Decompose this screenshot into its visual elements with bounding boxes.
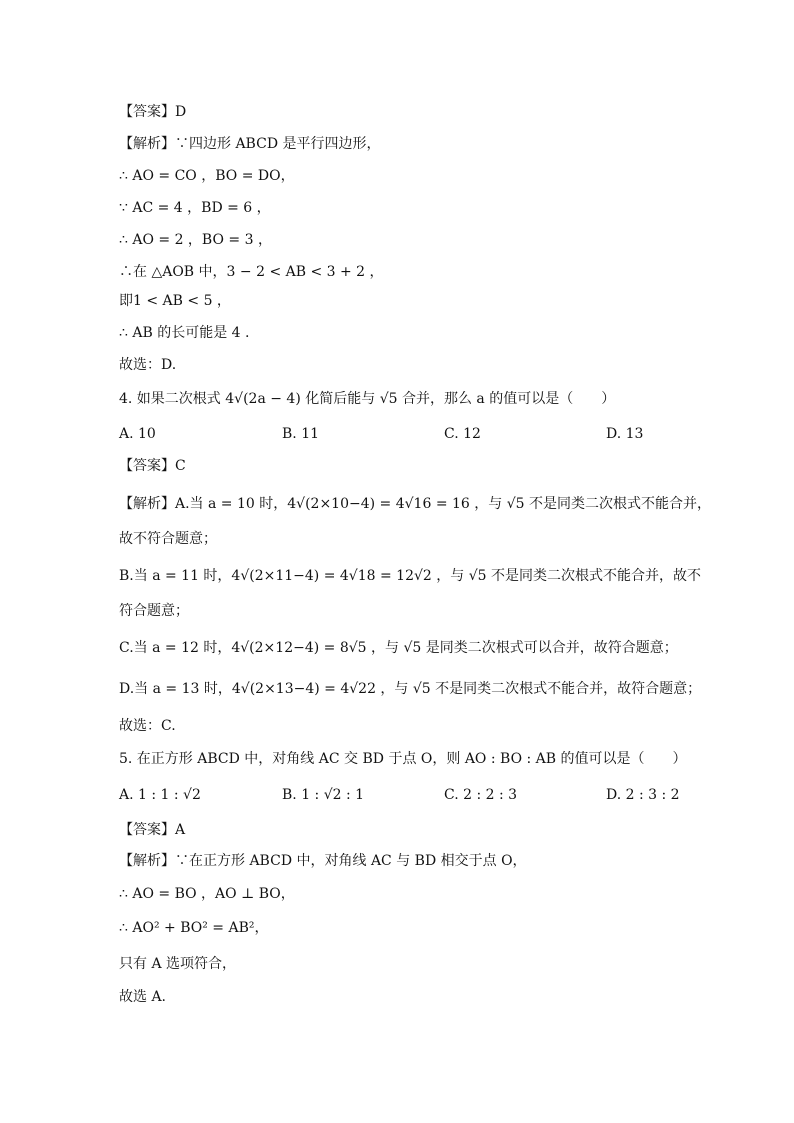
q3-analysis-line: ∴ AO = CO ，BO = DO， — [119, 168, 295, 184]
q3-analysis-line: 故选：D. — [119, 357, 177, 373]
q5-answer: 【答案】A — [119, 822, 186, 838]
q4-question: 4. 如果二次根式 4√(2a − 4) 化简后能与 √5 合并，那么 a 的值可以是（ ） — [119, 391, 616, 407]
q3-analysis-line: 【解析】∵四边形 ABCD 是平行四边形， — [119, 136, 381, 152]
q4-analysis-line: 故选：C. — [119, 718, 176, 734]
q5-analysis-line: ∴ AO = BO ，AO ⊥ BO， — [119, 886, 295, 902]
q4-analysis-line: 故不符合题意； — [119, 531, 217, 547]
q5-choice-d: D. 2 : 3 : 2 — [606, 787, 680, 803]
q5-choice-b: B. 1 : √2 : 1 — [282, 787, 365, 803]
q3-analysis-line: ∴在 △AOB 中，3 − 2 < AB < 3 + 2 ， — [119, 264, 384, 280]
q4-analysis-line: 【解析】A.当 a = 10 时，4√(2×10−4) = 4√16 = 16 ，与 √5 不是同类二次根式不能合并， — [119, 496, 711, 512]
q3-analysis-line: 即1 < AB < 5 ， — [119, 293, 231, 309]
q5-choice-a: A. 1 : 1 : √2 — [119, 787, 201, 803]
q5-analysis-line: 故选 A. — [119, 989, 167, 1005]
q4-choice-b: B. 11 — [282, 426, 320, 442]
q5-analysis-line: 只有 A 选项符合， — [119, 956, 237, 972]
q4-analysis-line: C.当 a = 12 时，4√(2×12−4) = 8√5 ，与 √5 是同类二次根式可以合并，故符合题意； — [119, 640, 678, 656]
q5-choice-c: C. 2 : 2 : 3 — [444, 787, 518, 803]
q3-analysis-line: ∴ AO = 2 ，BO = 3 ， — [119, 232, 272, 248]
q5-question: 5. 在正方形 ABCD 中，对角线 AC 交 BD 于点 O，则 AO : BO : AB 的值可以是（ ） — [119, 751, 687, 767]
q4-answer: 【答案】C — [119, 458, 186, 474]
q3-answer: 【答案】D — [119, 104, 187, 120]
q4-analysis-line: D.当 a = 13 时，4√(2×13−4) = 4√22 ，与 √5 不是同类二次根式不能合并，故符合题意； — [119, 681, 702, 697]
q5-choices — [119, 785, 679, 805]
q5-analysis-line: 【解析】∵在正方形 ABCD 中，对角线 AC 与 BD 相交于点 O， — [119, 853, 527, 869]
q3-analysis-line: ∴ AB 的长可能是 4 . — [119, 325, 250, 341]
q4-analysis-line: B.当 a = 11 时，4√(2×11−4) = 4√18 = 12√2 ，与 √5 不是同类二次根式不能合并，故不 — [119, 568, 701, 584]
q4-choice-d: D. 13 — [606, 426, 644, 442]
q3-analysis-line: ∵ AC = 4 ，BD = 6 ， — [119, 200, 271, 216]
q4-analysis-line: 符合题意； — [119, 603, 189, 619]
q5-analysis-line: ∴ AO² + BO² = AB²， — [119, 920, 269, 936]
q4-choice-a: A. 10 — [119, 426, 156, 442]
q4-choices — [119, 424, 679, 444]
q4-choice-c: C. 12 — [444, 426, 481, 442]
